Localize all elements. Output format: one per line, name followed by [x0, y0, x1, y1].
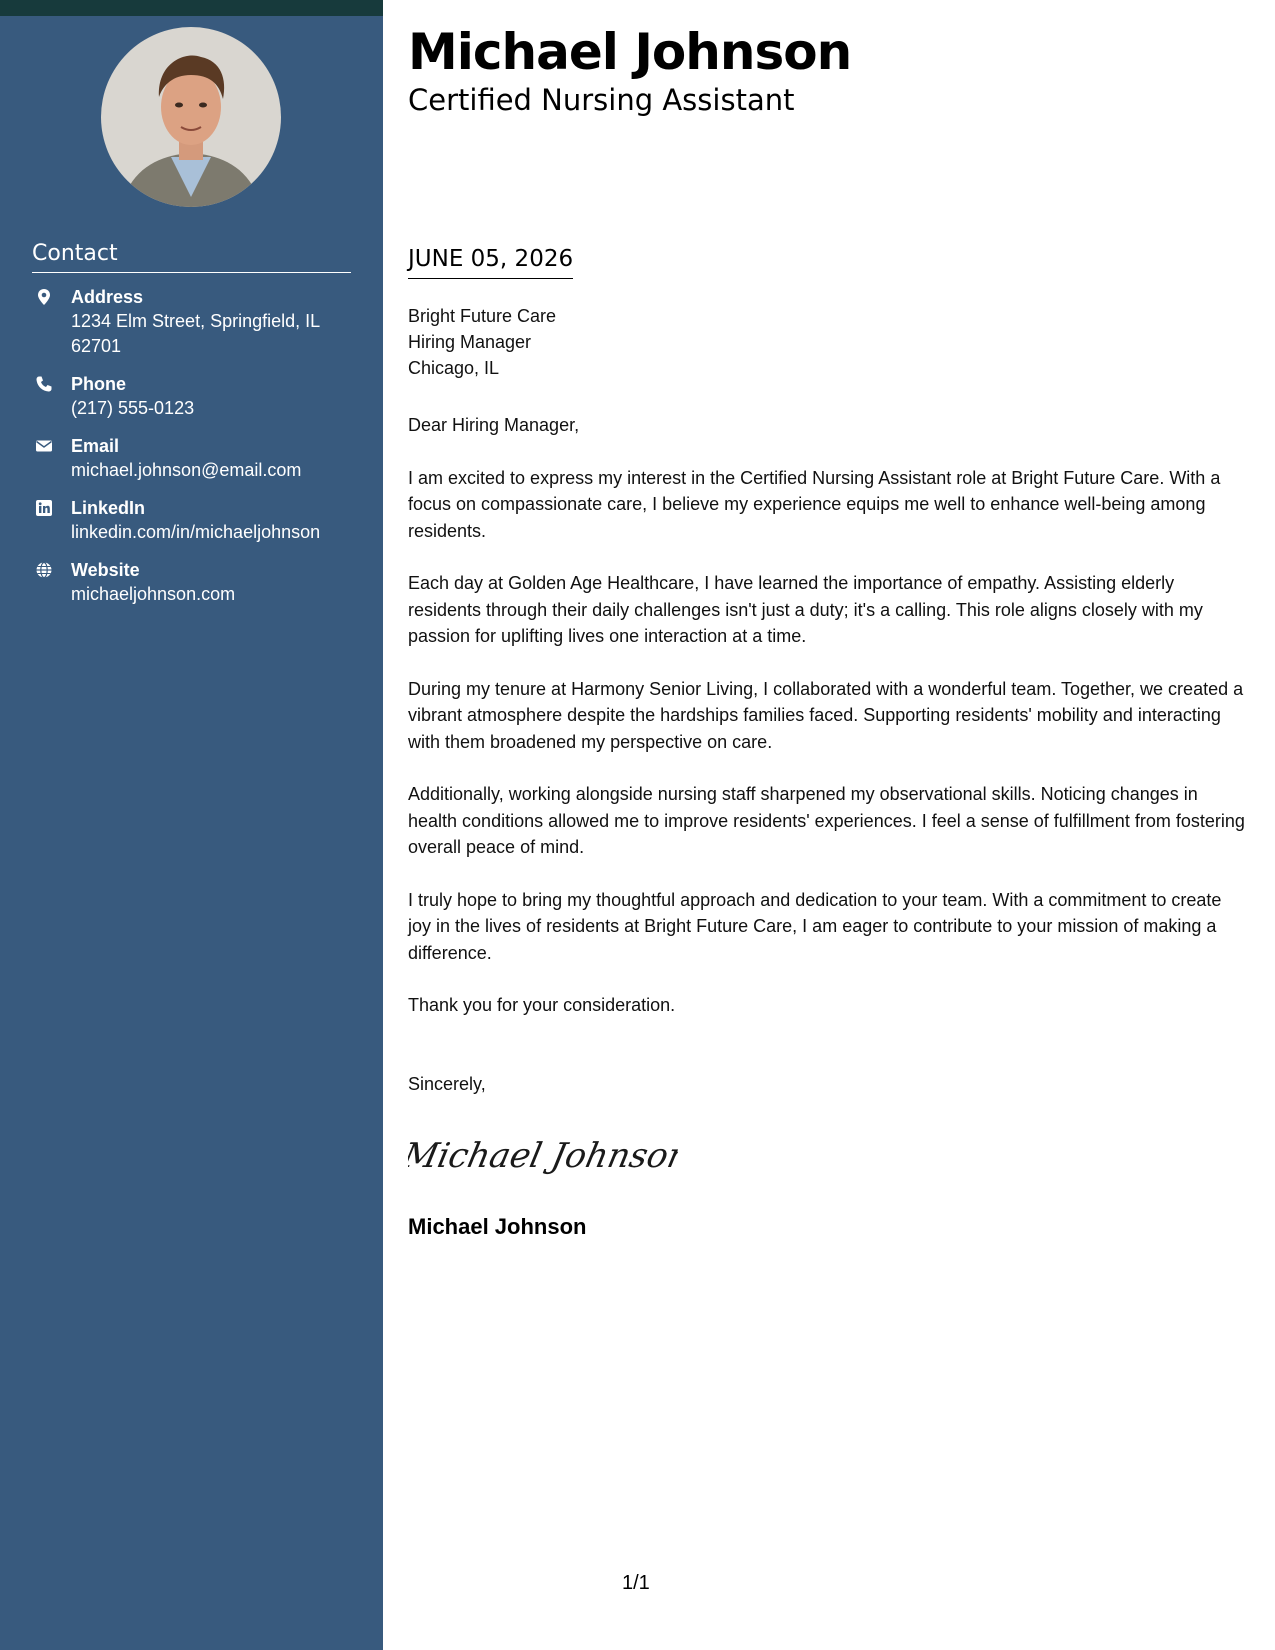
signature-image [408, 1125, 678, 1180]
letter-paragraph: I am excited to express my interest in the Certified Nursing Assistant role at Bright Future Care. With a focus on compassionate care, I believe my experience equips me well to enhance well-being among residents. [408, 467, 1221, 541]
letter-date: JUNE 05, 2026 [408, 244, 573, 279]
contact-heading: Contact [32, 240, 351, 273]
profile-photo-image [101, 27, 281, 207]
contact-value-linkedin[interactable]: linkedin.com/in/michaeljohnson [71, 522, 321, 542]
contact-label-phone: Phone [71, 374, 127, 394]
contact-label-website: Website [71, 560, 140, 580]
letter-paragraph: Thank you for your consideration. [408, 995, 676, 1015]
contact-value-website[interactable]: michaeljohnson.com [71, 584, 236, 604]
signer-name: Michael Johnson [408, 1214, 587, 1239]
letter-paragraph: Additionally, working alongside nursing staff sharpened my observational skills. Noticing changes in health conditions allowed me to improve residents' experiences. I feel a sense of fulfillment from fostering overall peace of mind. [408, 784, 1245, 857]
letter-paragraph: I truly hope to bring my thoughtful approach and dedication to your team. With a commitment to create joy in the lives of residents at Bright Future Care, I am eager to contribute to your mission of making a difference. [408, 889, 1222, 963]
profile-photo [101, 27, 281, 207]
recipient-location: Chicago, IL [408, 358, 500, 378]
page-number: 1/1 [622, 1572, 650, 1594]
salutation: Dear Hiring Manager, [408, 415, 580, 435]
contact-item-linkedin [32, 496, 362, 545]
applicant-title: Certified Nursing Assistant [408, 83, 795, 117]
contact-list [32, 285, 362, 620]
recipient-company: Bright Future Care [408, 306, 557, 326]
contact-item-address [32, 285, 362, 359]
contact-item-phone [32, 372, 362, 421]
contact-item-email [32, 434, 362, 483]
envelope-icon [35, 437, 53, 455]
phone-icon [35, 375, 53, 393]
signature-text: Michael Johnson [408, 1136, 678, 1176]
contact-value-phone: (217) 555-0123 [71, 398, 195, 418]
contact-item-website [32, 558, 362, 607]
contact-label-address: Address [71, 287, 144, 307]
linkedin-icon [35, 499, 53, 517]
signature [408, 1125, 678, 1180]
closing: Sincerely, [408, 1074, 486, 1094]
recipient-block [408, 303, 556, 381]
contact-value-address: 1234 Elm Street, Springfield, IL 62701 [71, 311, 320, 356]
recipient-role: Hiring Manager [408, 332, 532, 352]
letter-body [408, 412, 1248, 1045]
globe-icon [35, 561, 53, 579]
sidebar-top-bar [0, 0, 383, 16]
letter-paragraph: Each day at Golden Age Healthcare, I have learned the importance of empathy. Assisting elderly residents through their daily challenges isn't just a duty; it's a calling. This role aligns closely with my passion for uplifting lives one interaction at a time. [408, 573, 1203, 646]
contact-label-email: Email [71, 436, 120, 456]
contact-label-linkedin: LinkedIn [71, 498, 146, 518]
sidebar [0, 0, 383, 1650]
applicant-name: Michael Johnson [408, 23, 852, 81]
map-pin-icon [35, 288, 53, 306]
contact-value-email[interactable]: michael.johnson@email.com [71, 460, 302, 480]
letter-paragraph: During my tenure at Harmony Senior Living, I collaborated with a wonderful team. Together, we created a vibrant atmosphere despite the hardships families faced. Supporting residents' mobility and interacting with them broadened my perspective on care. [408, 678, 1244, 752]
